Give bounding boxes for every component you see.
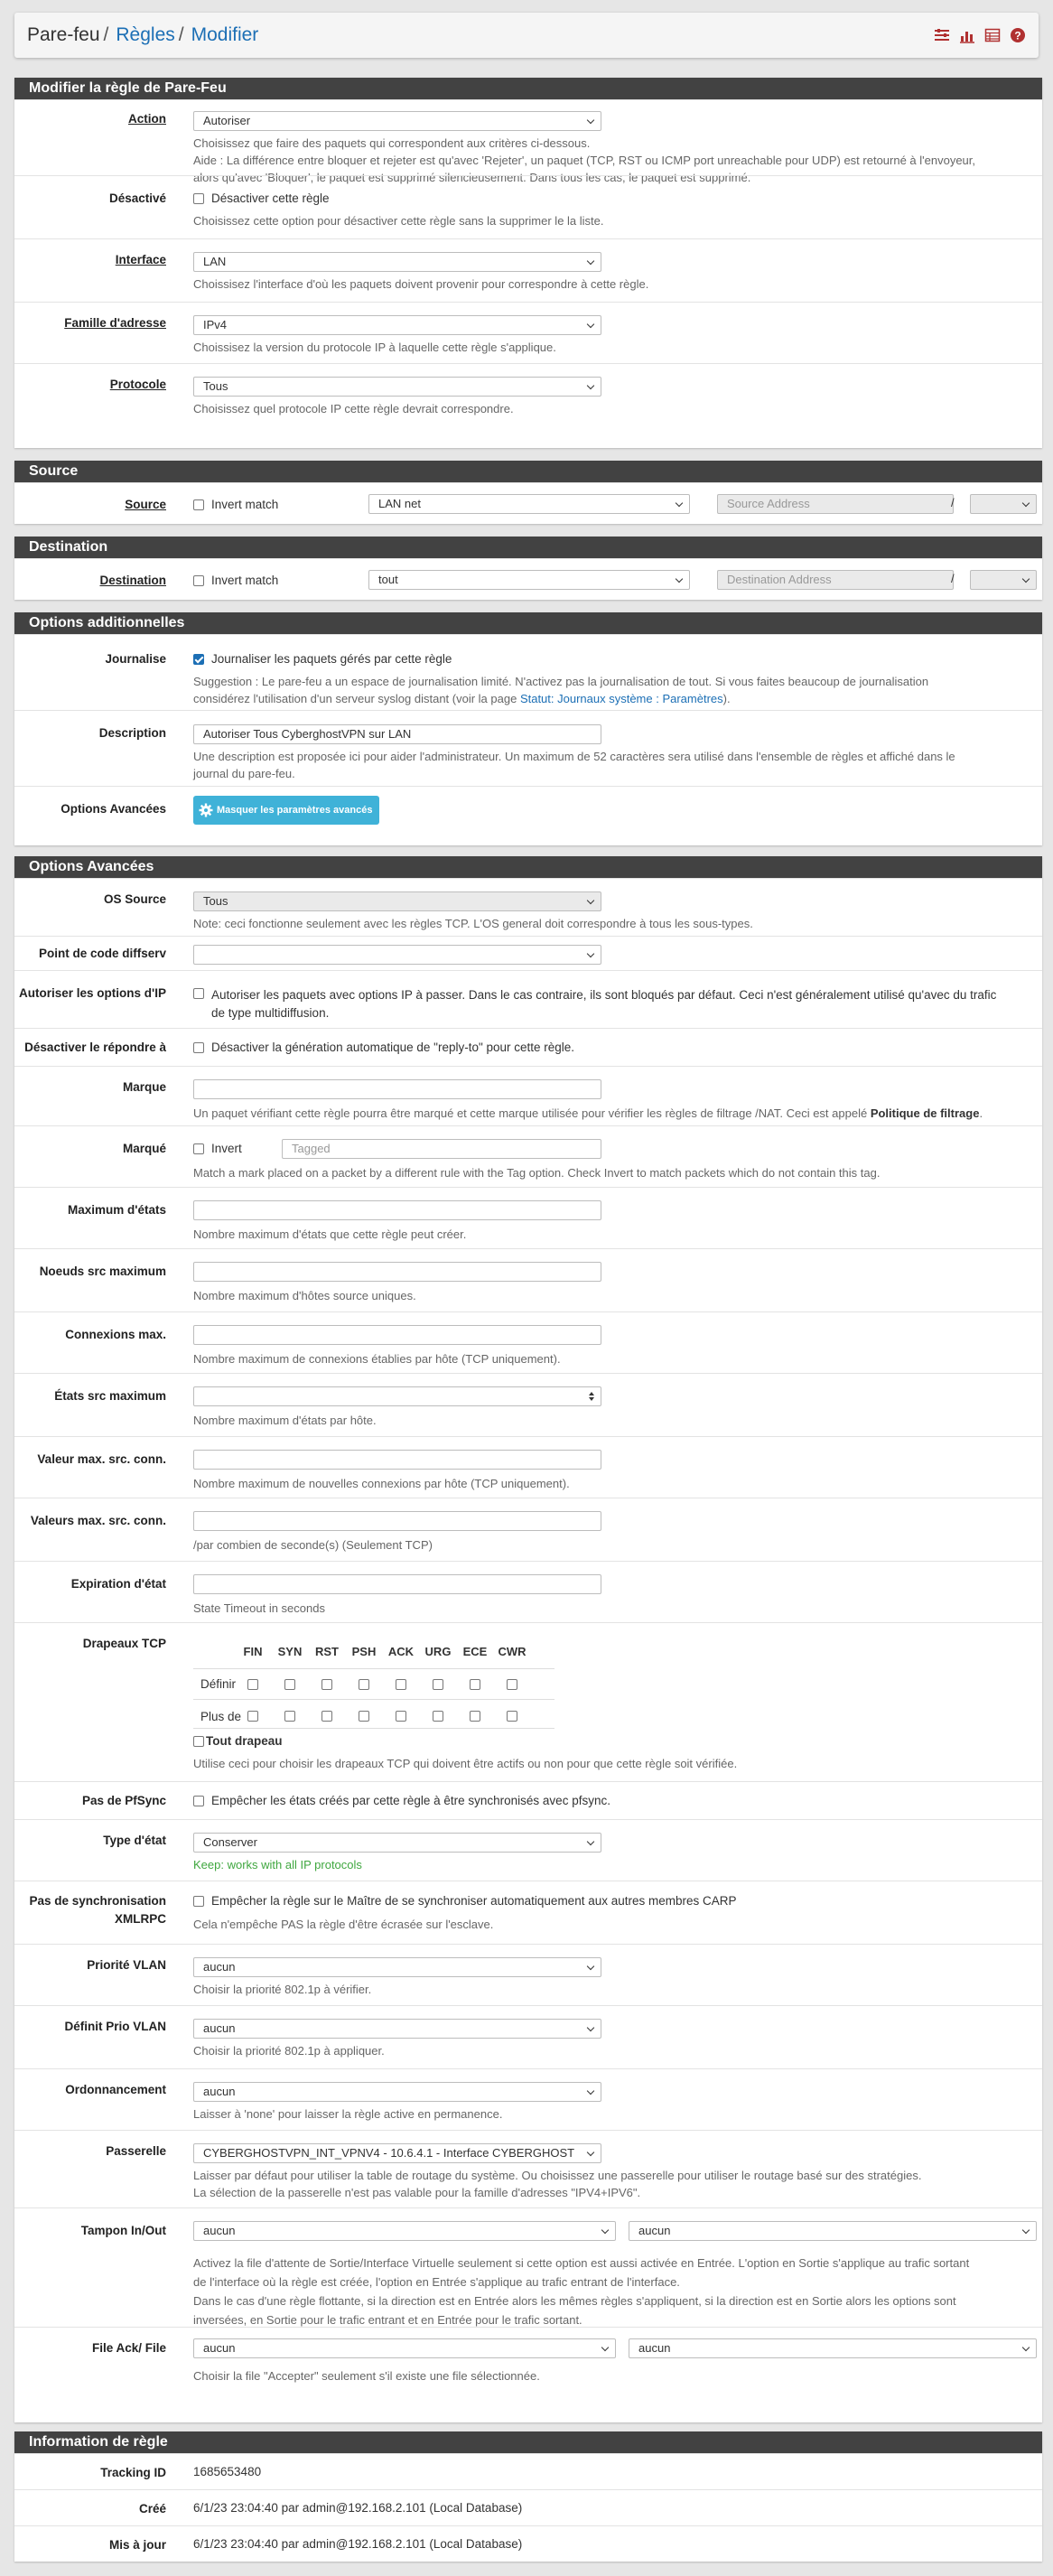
diffserv-select[interactable]	[193, 945, 601, 965]
tagged-invert-checkbox[interactable]	[193, 1143, 204, 1154]
tcp-flag-header: ACK	[387, 1645, 415, 1658]
vlan-prio-set-label: Définit Prio VLAN	[64, 2020, 166, 2033]
schedule-help: Laisser à 'none' pour laisser la règle active en permanence.	[193, 2107, 503, 2121]
panel-title: Information de règle	[14, 2431, 1042, 2453]
destination-label: Destination	[99, 574, 166, 587]
log-checkbox[interactable]	[193, 654, 204, 665]
max-src-nodes-help: Nombre maximum d'hôtes source uniques.	[193, 1289, 416, 1302]
tcp-flags-label: Drapeaux TCP	[82, 1637, 166, 1650]
hide-advanced-button[interactable]: Masquer les paramètres avancés	[193, 796, 379, 825]
tcp-flag-header: SYN	[277, 1645, 303, 1658]
gateway-row	[14, 2130, 1042, 2207]
action-help: Choisissez que faire des paquets qui correspondent aux critères ci-dessous. Aide : La différence entre bloquer et rejeter est qu'avec 'Rejeter', un paquet (TCP, RST ou ICMP port unreachable pour UDP) est retourné à l'envoyeur, alors qu'avec 'Bloquer', le paquet est supprimé silencieusement. Dans tous les cas, le paquet est supprimé.	[193, 136, 976, 184]
disabled-help: Choisissez cette option pour désactiver cette règle sans la supprimer le la liste.	[193, 214, 604, 228]
max-conn-label: Connexions max.	[65, 1328, 166, 1341]
tcp-flag-set-checkbox[interactable]	[321, 1679, 332, 1690]
tcp-any-flag-checkbox[interactable]	[193, 1736, 204, 1747]
noxmlrpc-checkbox-label: Empêcher la règle sur le Maître de se synchroniser automatiquement aux autres membres CARP	[211, 1894, 737, 1908]
tcp-flag-set-checkbox[interactable]	[247, 1679, 258, 1690]
action-select[interactable]: Autoriser	[193, 111, 601, 131]
action-label: Action	[128, 112, 166, 126]
source-row	[14, 482, 1042, 524]
reply-to-checkbox-label: Désactiver la génération automatique de "reply-to" pour cette règle.	[211, 1041, 575, 1054]
tcp-flag-header: FIN	[243, 1645, 263, 1658]
tcp-flags-divider	[193, 1728, 554, 1729]
created-value: 6/1/23 23:04:40 par admin@192.168.2.101 (Local Database)	[193, 2501, 523, 2515]
in-queue-select[interactable]: aucun	[193, 2221, 616, 2241]
ip-options-checkbox[interactable]	[193, 988, 204, 999]
source-type-select[interactable]: LAN net	[368, 494, 690, 514]
disabled-row	[14, 175, 1042, 238]
tcp-flag-set-checkbox[interactable]	[433, 1679, 443, 1690]
tcp-flag-header: URG	[424, 1645, 452, 1658]
source-invert-label: Invert match	[211, 498, 279, 511]
chart-icon[interactable]	[959, 27, 975, 43]
gateway-select[interactable]: CYBERGHOSTVPN_INT_VPNV4 - 10.6.4.1 - Interface CYBERGHOST	[193, 2143, 601, 2163]
destination-invert-checkbox[interactable]	[193, 575, 204, 586]
mask-separator: /	[951, 496, 955, 509]
gateway-label: Passerelle	[106, 2144, 166, 2158]
tcp-flags-divider	[193, 1699, 554, 1700]
created-row	[14, 2489, 1042, 2525]
log-row	[14, 634, 1042, 710]
state-type-select[interactable]: Conserver	[193, 1833, 601, 1853]
nopfsync-row	[14, 1781, 1042, 1819]
created-label: Créé	[138, 2502, 166, 2515]
vlan-prio-select[interactable]: aucun	[193, 1957, 601, 1977]
protocol-row	[14, 363, 1042, 426]
tagged-row	[14, 1125, 1042, 1187]
tcp-flag-header: PSH	[351, 1645, 377, 1658]
log-label: Journalise	[105, 652, 166, 666]
ack-queue-select[interactable]: aucun	[193, 2338, 616, 2358]
tcp-flag-out-checkbox[interactable]	[284, 1711, 295, 1722]
tag-label: Marque	[122, 1080, 166, 1094]
log-help: Suggestion : Le pare-feu a un espace de journalisation limité. N'activez pas la journalisation de tout. Si vous faites beaucoup de journalisation considérez l'utilisation d'un serveur syslog distant (voir la page Statut: Journaux système : Paramètres).	[193, 675, 929, 705]
description-input[interactable]: Autoriser Tous CyberghostVPN sur LAN	[193, 724, 601, 744]
vlan-prio-set-select[interactable]: aucun	[193, 2019, 601, 2039]
nopfsync-checkbox-label: Empêcher les états créés par cette règle à être synchronisés avec pfsync.	[211, 1794, 610, 1807]
max-src-states-row	[14, 1373, 1042, 1436]
panel-title: Options Avancées	[14, 856, 1042, 878]
max-conn-row	[14, 1311, 1042, 1373]
description-help: Une description est proposée ici pour aider l'administrateur. Un maximum de 52 caractères sera utilisé dans l'ensemble de règles et affiché dans le journal du pare-feu.	[193, 750, 955, 780]
breadcrumb-rules[interactable]: Règles	[116, 24, 175, 45]
ackqueue-help: Choisir la file "Accepter" seulement s'il existe une file sélectionnée.	[193, 2369, 540, 2383]
schedule-label: Ordonnancement	[65, 2083, 166, 2096]
tagged-label: Marqué	[122, 1142, 166, 1155]
protocol-label: Protocole	[109, 378, 166, 391]
destination-type-select[interactable]: tout	[368, 570, 690, 590]
tcp-flags-set-label: Définir	[200, 1677, 237, 1691]
sliders-icon[interactable]	[934, 27, 950, 43]
disable-rule-checkbox[interactable]	[193, 193, 204, 204]
rule-info-panel	[14, 2431, 1042, 2562]
table-icon[interactable]	[984, 27, 1001, 43]
tagged-invert-label: Invert	[211, 1142, 242, 1155]
updated-label: Mis à jour	[108, 2538, 166, 2552]
tcp-flag-header: RST	[315, 1645, 339, 1658]
breadcrumb-firewall[interactable]: Pare-feu	[27, 24, 100, 45]
out-queue-select[interactable]: aucun	[629, 2221, 1037, 2241]
schedule-select[interactable]: aucun	[193, 2082, 601, 2102]
ackqueue-label: File Ack/ File	[91, 2341, 166, 2355]
ip-options-label: Autoriser les options d'IP	[19, 986, 166, 1000]
state-type-help: Keep: works with all IP protocols	[193, 1858, 362, 1871]
reply-to-label: Désactiver le répondre à	[24, 1041, 166, 1054]
max-conn-help: Nombre maximum de connexions établies par hôte (TCP uniquement).	[193, 1352, 561, 1366]
schedule-row	[14, 2068, 1042, 2130]
reply-to-row	[14, 1028, 1042, 1066]
tracking-value: 1685653480	[193, 2465, 262, 2478]
vlan-prio-label: Priorité VLAN	[87, 1958, 166, 1972]
advanced-label: Options Avancées	[61, 802, 166, 816]
noxmlrpc-row	[14, 1881, 1042, 1944]
gear-icon	[199, 803, 213, 817]
max-src-conn-help: Nombre maximum de nouvelles connexions par hôte (TCP uniquement).	[193, 1477, 570, 1490]
max-states-input[interactable]	[193, 1200, 601, 1220]
tcp-flag-set-checkbox[interactable]	[507, 1679, 517, 1690]
tagged-input[interactable]: Tagged	[282, 1139, 601, 1159]
tcp-flag-header: CWR	[498, 1645, 526, 1658]
max-src-nodes-label: Noeuds src maximum	[39, 1265, 166, 1278]
max-src-conn-input[interactable]	[193, 1450, 601, 1470]
destination-mask-select[interactable]	[970, 570, 1037, 590]
nopfsync-checkbox[interactable]	[193, 1796, 204, 1806]
panel-title: Source	[14, 461, 1042, 482]
os-help: Note: ceci fonctionne seulement avec les règles TCP. L'OS general doit correspondre à tous les sous-types.	[193, 917, 753, 930]
tracking-label: Tracking ID	[100, 2466, 166, 2479]
ip-options-row	[14, 970, 1042, 1028]
os-label: OS Source	[103, 892, 166, 906]
inout-row	[14, 2207, 1042, 2327]
tcp-flag-out-checkbox[interactable]	[359, 1711, 369, 1722]
max-src-states-input[interactable]	[193, 1386, 601, 1406]
panel-title: Destination	[14, 537, 1042, 558]
state-timeout-input[interactable]	[193, 1574, 601, 1594]
max-src-conn-rate-input[interactable]	[193, 1511, 601, 1531]
interface-select[interactable]: LAN	[193, 252, 601, 272]
updated-row	[14, 2525, 1042, 2562]
disable-rule-checkbox-label: Désactiver cette règle	[211, 191, 330, 205]
ip-options-checkbox-label: Autoriser les paquets avec options IP à passer. Dans le cas contraire, ils sont bloqués par défaut. Ceci n'est généralement utilisé qu'avec du trafic de type multidiffusion.	[211, 988, 997, 1020]
mask-separator: /	[951, 572, 955, 585]
tcp-flag-out-checkbox[interactable]	[433, 1711, 443, 1722]
state-timeout-row	[14, 1561, 1042, 1622]
max-states-row	[14, 1187, 1042, 1248]
inout-label: Tampon In/Out	[80, 2224, 166, 2237]
panel-title: Options additionnelles	[14, 612, 1042, 634]
queue-select[interactable]: aucun	[629, 2338, 1037, 2358]
panel-title: Modifier la règle de Pare-Feu	[14, 78, 1042, 99]
protocol-select[interactable]: Tous	[193, 377, 601, 397]
vlan-prio-set-row	[14, 2005, 1042, 2068]
ackqueue-row	[14, 2327, 1042, 2392]
interface-row	[14, 238, 1042, 302]
max-src-conn-rate-label: Valeurs max. src. conn.	[30, 1514, 166, 1527]
state-timeout-label: Expiration d'état	[70, 1577, 166, 1591]
page-header	[14, 13, 1039, 58]
vlan-prio-set-help: Choisir la priorité 802.1p à appliquer.	[193, 2044, 385, 2058]
state-type-row	[14, 1819, 1042, 1881]
source-mask-select[interactable]	[970, 494, 1037, 514]
tcp-flag-set-checkbox[interactable]	[470, 1679, 480, 1690]
description-label: Description	[98, 726, 166, 740]
tcp-flag-out-checkbox[interactable]	[470, 1711, 480, 1722]
help-icon[interactable]	[1010, 27, 1026, 43]
breadcrumb-edit[interactable]: Modifier	[191, 24, 259, 45]
max-src-conn-label: Valeur max. src. conn.	[37, 1452, 166, 1466]
tcp-flag-out-checkbox[interactable]	[321, 1711, 332, 1722]
max-states-label: Maximum d'états	[68, 1203, 166, 1217]
vlan-prio-row	[14, 1944, 1042, 2005]
state-type-label: Type d'état	[103, 1834, 166, 1847]
tcp-flag-out-checkbox[interactable]	[247, 1711, 258, 1722]
edit-rule-panel	[14, 78, 1042, 448]
max-src-nodes-row	[14, 1248, 1042, 1311]
vlan-prio-help: Choisir la priorité 802.1p à vérifier.	[193, 1983, 372, 1996]
extra-options-panel	[14, 612, 1042, 845]
tcp-flags-help: Utilise ceci pour choisir les drapeaux TCP qui doivent être actifs ou non pour que cette règle soit vérifiée.	[193, 1757, 738, 1770]
source-invert-checkbox[interactable]	[193, 499, 204, 510]
noxmlrpc-checkbox[interactable]	[193, 1896, 204, 1907]
state-timeout-help: State Timeout in seconds	[193, 1601, 325, 1615]
max-src-states-help: Nombre maximum d'états par hôte.	[193, 1414, 377, 1427]
interface-label: Interface	[115, 253, 166, 266]
noxmlrpc-label: Pas de synchronisation XMLRPC	[29, 1894, 166, 1926]
tcp-flag-out-checkbox[interactable]	[507, 1711, 517, 1722]
os-select[interactable]: Tous	[193, 891, 601, 911]
tcp-flags-divider	[193, 1668, 554, 1669]
destination-invert-label: Invert match	[211, 574, 279, 587]
family-help: Choissisez la version du protocole IP à laquelle cette règle s'applique.	[193, 341, 556, 354]
destination-panel	[14, 537, 1042, 600]
tcp-flag-set-checkbox[interactable]	[284, 1679, 295, 1690]
action-row	[14, 99, 1042, 184]
diffserv-label: Point de code diffserv	[38, 947, 166, 960]
max-src-conn-row	[14, 1436, 1042, 1498]
breadcrumb-separator: /	[103, 24, 109, 45]
max-src-conn-rate-help: /par combien de seconde(s) (Seulement TCP)	[193, 1538, 433, 1552]
tcp-any-flag-label: Tout drapeau	[206, 1734, 283, 1748]
noxmlrpc-help: Cela n'empêche PAS la règle d'être écrasée sur l'esclave.	[193, 1918, 494, 1931]
family-label: Famille d'adresse	[64, 316, 166, 330]
destination-address-input[interactable]: Destination Address	[717, 570, 954, 590]
syslog-settings-link[interactable]: Statut: Journaux système : Paramètres	[519, 692, 723, 705]
tagged-help: Match a mark placed on a packet by a different rule with the Tag option. Check Invert to match packets which do not contain this tag.	[193, 1166, 881, 1180]
tcp-flag-set-checkbox[interactable]	[396, 1679, 406, 1690]
reply-to-checkbox[interactable]	[193, 1042, 204, 1053]
diffserv-row	[14, 936, 1042, 970]
inout-help: Activez la file d'attente de Sortie/Interface Virtuelle seulement si cette option est aussi activée en Entrée. L'option en Sortie s'applique au trafic sortant de l'interface où la règle est créée, l'option en Entrée s'applique au trafic entrant de l'interface. Dans le cas d'une règle flottante, si la direction est en Entrée alors les mêmes règles s'appliquent, si la direction est en Sortie alors les options sont inversées, en Sortie pour le trafic entrant et en Entrée pour le trafic sortant.	[193, 2256, 970, 2327]
tag-help: Un paquet vérifiant cette règle pourra être marqué et cette marque utilisée pour vérifier les règles de filtrage /NAT. Ceci est appelé Politique de filtrage.	[193, 1106, 983, 1120]
description-row	[14, 710, 1042, 786]
tcp-flags-row	[14, 1622, 1042, 1781]
tcp-flag-out-checkbox[interactable]	[396, 1711, 406, 1722]
source-panel	[14, 461, 1042, 524]
advanced-options-panel	[14, 856, 1042, 2422]
destination-row	[14, 558, 1042, 600]
family-select[interactable]: IPv4	[193, 315, 601, 335]
advanced-toggle-row	[14, 786, 1042, 845]
max-src-nodes-input[interactable]	[193, 1262, 601, 1282]
tcp-flag-header: ECE	[462, 1645, 488, 1658]
max-src-conn-rate-row	[14, 1498, 1042, 1561]
max-states-help: Nombre maximum d'états que cette règle peut créer.	[193, 1227, 467, 1241]
log-checkbox-label: Journaliser les paquets gérés par cette règle	[211, 652, 452, 666]
protocol-help: Choisissez quel protocole IP cette règle devrait correspondre.	[193, 402, 514, 415]
source-address-input[interactable]: Source Address	[717, 494, 954, 514]
nopfsync-label: Pas de PfSync	[81, 1794, 166, 1807]
tag-input[interactable]	[193, 1079, 601, 1099]
interface-help: Choissisez l'interface d'où les paquets doivent provenir pour correspondre à cette règle.	[193, 277, 649, 291]
tcp-flag-set-checkbox[interactable]	[359, 1679, 369, 1690]
source-label: Source	[125, 498, 166, 511]
breadcrumb-separator: /	[178, 24, 184, 45]
max-src-states-label: États src maximum	[54, 1389, 166, 1403]
svg-text:?: ?	[1014, 29, 1021, 42]
updated-value: 6/1/23 23:04:40 par admin@192.168.2.101 (Local Database)	[193, 2537, 523, 2551]
gateway-help: Laisser par défaut pour utiliser la table de routage du système. Ou choisissez une passerelle pour utiliser le routage basé sur des stratégies. La sélection de la passerelle n'est pas valable pour la famille d'adresses "IPV4+IPV6".	[193, 2169, 922, 2199]
disabled-label: Désactivé	[108, 191, 166, 205]
os-row	[14, 878, 1042, 936]
tracking-row	[14, 2453, 1042, 2489]
tcp-flags-out-label: Plus de	[200, 1710, 242, 1723]
spinner-icon[interactable]	[588, 1390, 595, 1403]
family-row	[14, 302, 1042, 363]
tag-row	[14, 1066, 1042, 1125]
max-conn-input[interactable]	[193, 1325, 601, 1345]
